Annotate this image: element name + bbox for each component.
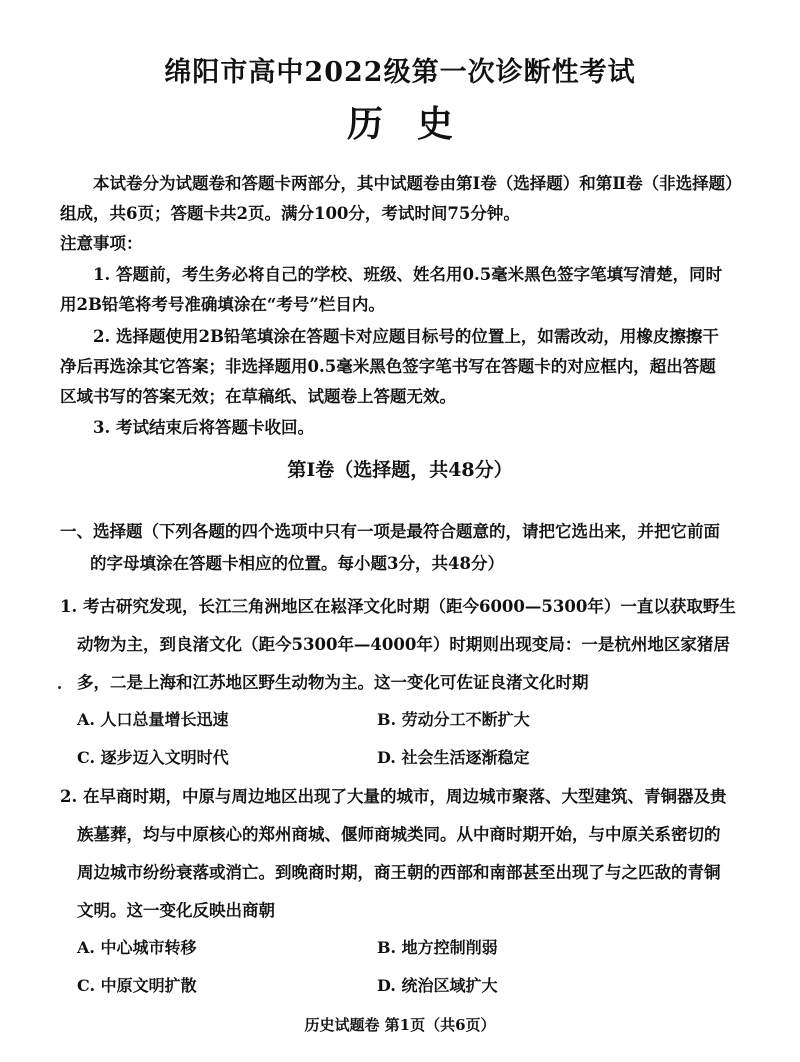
question-2-option-b[interactable]: B. 地方控制削弱 bbox=[377, 938, 498, 957]
notice-item-2-line-3: 区域书写的答案无效；在草稿纸、试题卷上答题无效。 bbox=[60, 387, 456, 406]
notice-item-3: 3. 考试结束后将答题卡收回。 bbox=[93, 418, 314, 437]
notice-item-1-line-2: 用2B铅笔将考号准确填涂在“考号”栏目内。 bbox=[60, 295, 385, 314]
question-2-option-a[interactable]: A. 中心城市转移 bbox=[77, 938, 197, 957]
intro-line-1: 本试卷分为试题卷和答题卡两部分，其中试题卷由第Ⅰ卷（选择题）和第Ⅱ卷（非选择题） bbox=[93, 174, 742, 193]
question-2-line-2: 族墓葬，均与中原核心的郑州商城、偃师商城类同。从中商时期开始，与中原关系密切的 bbox=[77, 825, 721, 844]
notice-item-2-line-2: 净后再选涂其它答案；非选择题用0.5毫米黑色签字笔书写在答题卡的对应框内，超出答题 bbox=[60, 357, 716, 376]
page-footer: 历史试题卷 第1页（共6页） bbox=[304, 1016, 496, 1034]
question-2-line-4: 文明。这一变化反映出商朝 bbox=[77, 901, 275, 920]
subject-title: 历史 bbox=[346, 103, 487, 145]
part-instruction-line-2: 的字母填涂在答题卡相应的位置。每小题3分，共48分） bbox=[90, 554, 504, 573]
question-1-line-1: 1. 考古研究发现，长江三角洲地区在崧泽文化时期（距今6000—5300年）一直以获取野生 bbox=[60, 597, 736, 616]
question-2-option-d[interactable]: D. 统治区域扩大 bbox=[377, 976, 498, 995]
intro-line-2: 组成，共6页；答题卡共2页。满分100分，考试时间75分钟。 bbox=[60, 204, 520, 223]
scan-speck bbox=[58, 686, 61, 689]
question-1-line-3: 多，二是上海和江苏地区野生动物为主。这一变化可佐证良渚文化时期 bbox=[77, 673, 589, 692]
question-2-option-c[interactable]: C. 中原文明扩散 bbox=[77, 976, 197, 995]
question-1-line-2: 动物为主，到良渚文化（距今5300年—4000年）时期则出现变局：一是杭州地区家猪居 bbox=[77, 635, 730, 654]
section-title: 第Ⅰ卷（选择题，共48分） bbox=[287, 459, 513, 481]
part-instruction-line-1: 一、选择题（下列各题的四个选项中只有一项是最符合题意的，请把它选出来，并把它前面 bbox=[60, 522, 720, 541]
notice-item-1-line-1: 1. 答题前，考生务必将自己的学校、班级、姓名用0.5毫米黑色签字笔填写清楚，同时 bbox=[93, 265, 723, 284]
question-1-option-c[interactable]: C. 逐步迈入文明时代 bbox=[77, 748, 229, 767]
notice-item-2-line-1: 2. 选择题使用2B铅笔填涂在答题卡对应题目标号的位置上，如需改动，用橡皮擦擦干 bbox=[93, 327, 719, 346]
question-1-option-d[interactable]: D. 社会生活逐渐稳定 bbox=[377, 748, 530, 767]
question-2-line-3: 周边城市纷纷衰落或消亡。到晚商时期，商王朝的西部和南部甚至出现了与之匹敌的青铜 bbox=[77, 863, 721, 882]
question-1-option-a[interactable]: A. 人口总量增长迅速 bbox=[77, 710, 229, 729]
question-1-option-b[interactable]: B. 劳动分工不断扩大 bbox=[377, 710, 530, 729]
exam-title: 绵阳市高中2022级第一次诊断性考试 bbox=[164, 57, 636, 88]
question-2-line-1: 2. 在早商时期，中原与周边地区出现了大量的城市，周边城市聚落、大型建筑、青铜器及贵 bbox=[60, 787, 727, 806]
notice-label: 注意事项： bbox=[60, 234, 143, 253]
